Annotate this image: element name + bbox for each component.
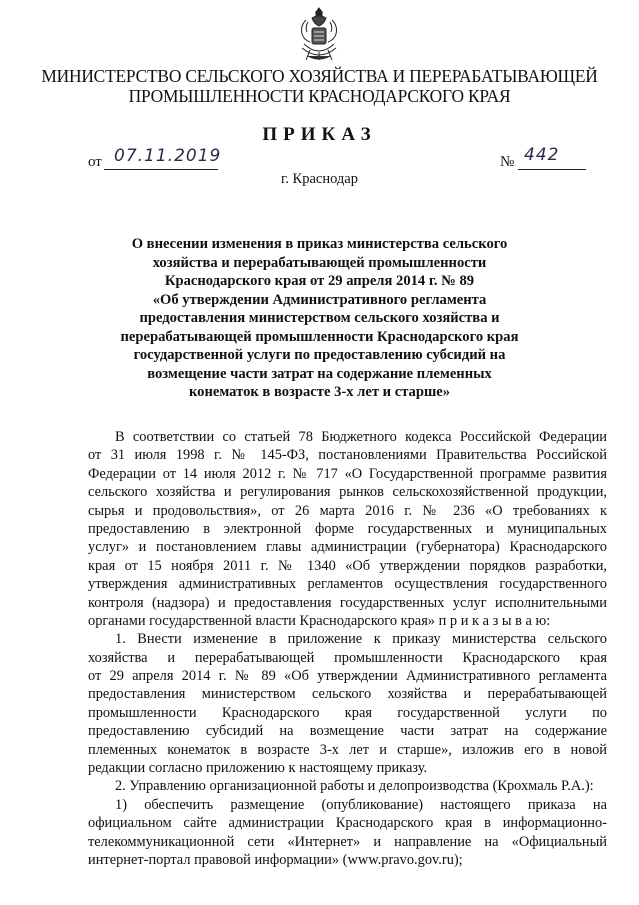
body-line: сельского хозяйства и регулирования рынков сельскохозяйственной продукции, bbox=[88, 484, 607, 501]
body-line: племенных конематок в возрасте 3-х лет и старше», изложив его в новой bbox=[88, 741, 607, 758]
body-line: предоставления министерством сельского хозяйства и перерабатывающей bbox=[88, 686, 607, 703]
body-line: от 29 апреля 2014 г. № 89 «Об утверждении Административного регламента bbox=[88, 668, 607, 685]
body-line: 1) обеспечить размещение (опубликование) настоящего приказа на bbox=[115, 796, 607, 813]
body-line: предоставлению субсидий на возмещение части затрат на содержание bbox=[88, 723, 607, 740]
body-line: контроля (надзора) и предоставления государственных услуг исполнительными bbox=[88, 594, 607, 611]
ministry-name-line-1: МИНИСТЕРСТВО СЕЛЬСКОГО ХОЗЯЙСТВА И ПЕРЕРАБАТЫВАЮЩЕЙ bbox=[41, 66, 598, 86]
body-line: редакции согласно приложению к настоящему приказу. bbox=[88, 760, 428, 777]
body-line: утверждения административных регламентов осуществления государственного bbox=[88, 576, 607, 593]
body-line: телекоммуникационной сети «Интернет» и направление на «Официальный bbox=[88, 833, 607, 850]
body-line: промышленности Краснодарского края государственной услуги по bbox=[88, 704, 607, 721]
number-label: № bbox=[500, 154, 515, 170]
body-line: В соответствии со статьей 78 Бюджетного кодекса Российской Федерации bbox=[115, 429, 607, 445]
ministry-name bbox=[40, 66, 599, 106]
body-line: органами государственной власти Краснодарского края» п р и к а з ы в а ю: bbox=[88, 612, 551, 629]
body-line: от 31 июля 1998 г. № 145-ФЗ, постановлениями Правительства Российской bbox=[88, 447, 607, 464]
document-body bbox=[88, 428, 607, 869]
body-line: Федерации от 14 июля 2012 г. № 717 «О Государственной программе развития bbox=[88, 465, 607, 482]
body-line: услуг» и постановлением главы администрации (губернатора) Краснодарского bbox=[88, 539, 607, 556]
document-type: ПРИКАЗ bbox=[262, 124, 377, 145]
body-line: 2. Управлению организационной работы и делопроизводства (Крохмаль Р.А.): bbox=[115, 778, 594, 795]
title-line: государственной услуги по предоставлению субсидий на bbox=[133, 347, 506, 363]
title-line: предоставления министерством сельского хозяйства и bbox=[139, 310, 500, 326]
body-line: хозяйства и перерабатывающей промышленности Краснодарского края bbox=[88, 649, 607, 666]
title-line: О внесении изменения в приказ министерства сельского bbox=[131, 236, 508, 252]
title-line: хозяйства и перерабатывающей промышленности bbox=[152, 254, 487, 271]
title-line: «Об утверждении Административного регламента bbox=[152, 291, 487, 308]
ministry-name-line-2: ПРОМЫШЛЕННОСТИ КРАСНОДАРСКОГО КРАЯ bbox=[128, 86, 511, 106]
title-line: перерабатывающей промышленности Краснодарского края bbox=[120, 328, 519, 345]
body-line: интернет-портал правовой информации» (www.pravo.gov.ru); bbox=[88, 851, 463, 868]
title-line: возмещение части затрат на содержание племенных bbox=[147, 365, 492, 382]
date-label: от bbox=[88, 154, 102, 170]
body-line: края от 15 ноября 2011 г. № 1340 «Об утверждении порядков разработки, bbox=[88, 557, 607, 574]
title-line: конематок в возрасте 3-х лет и старше» bbox=[188, 384, 451, 400]
body-line: официальном сайте администрации Краснодарского края в информационно- bbox=[88, 815, 607, 832]
title-line: Краснодарского края от 29 апреля 2014 г. № 89 bbox=[164, 273, 475, 289]
body-line: предоставлению в электронной форме государственных и муниципальных bbox=[88, 520, 607, 537]
document-title bbox=[100, 235, 539, 402]
city: г. Краснодар bbox=[280, 171, 358, 187]
body-line: сырья и продовольствия», от 26 марта 2016 г. № 236 «О требованиях к bbox=[88, 502, 607, 519]
document-date: 07.11.2019 bbox=[114, 146, 222, 166]
document-number: 442 bbox=[524, 145, 560, 165]
body-line: 1. Внести изменение в приложение к приказу министерства сельского bbox=[115, 631, 607, 648]
coat-of-arms-emblem bbox=[298, 6, 340, 62]
